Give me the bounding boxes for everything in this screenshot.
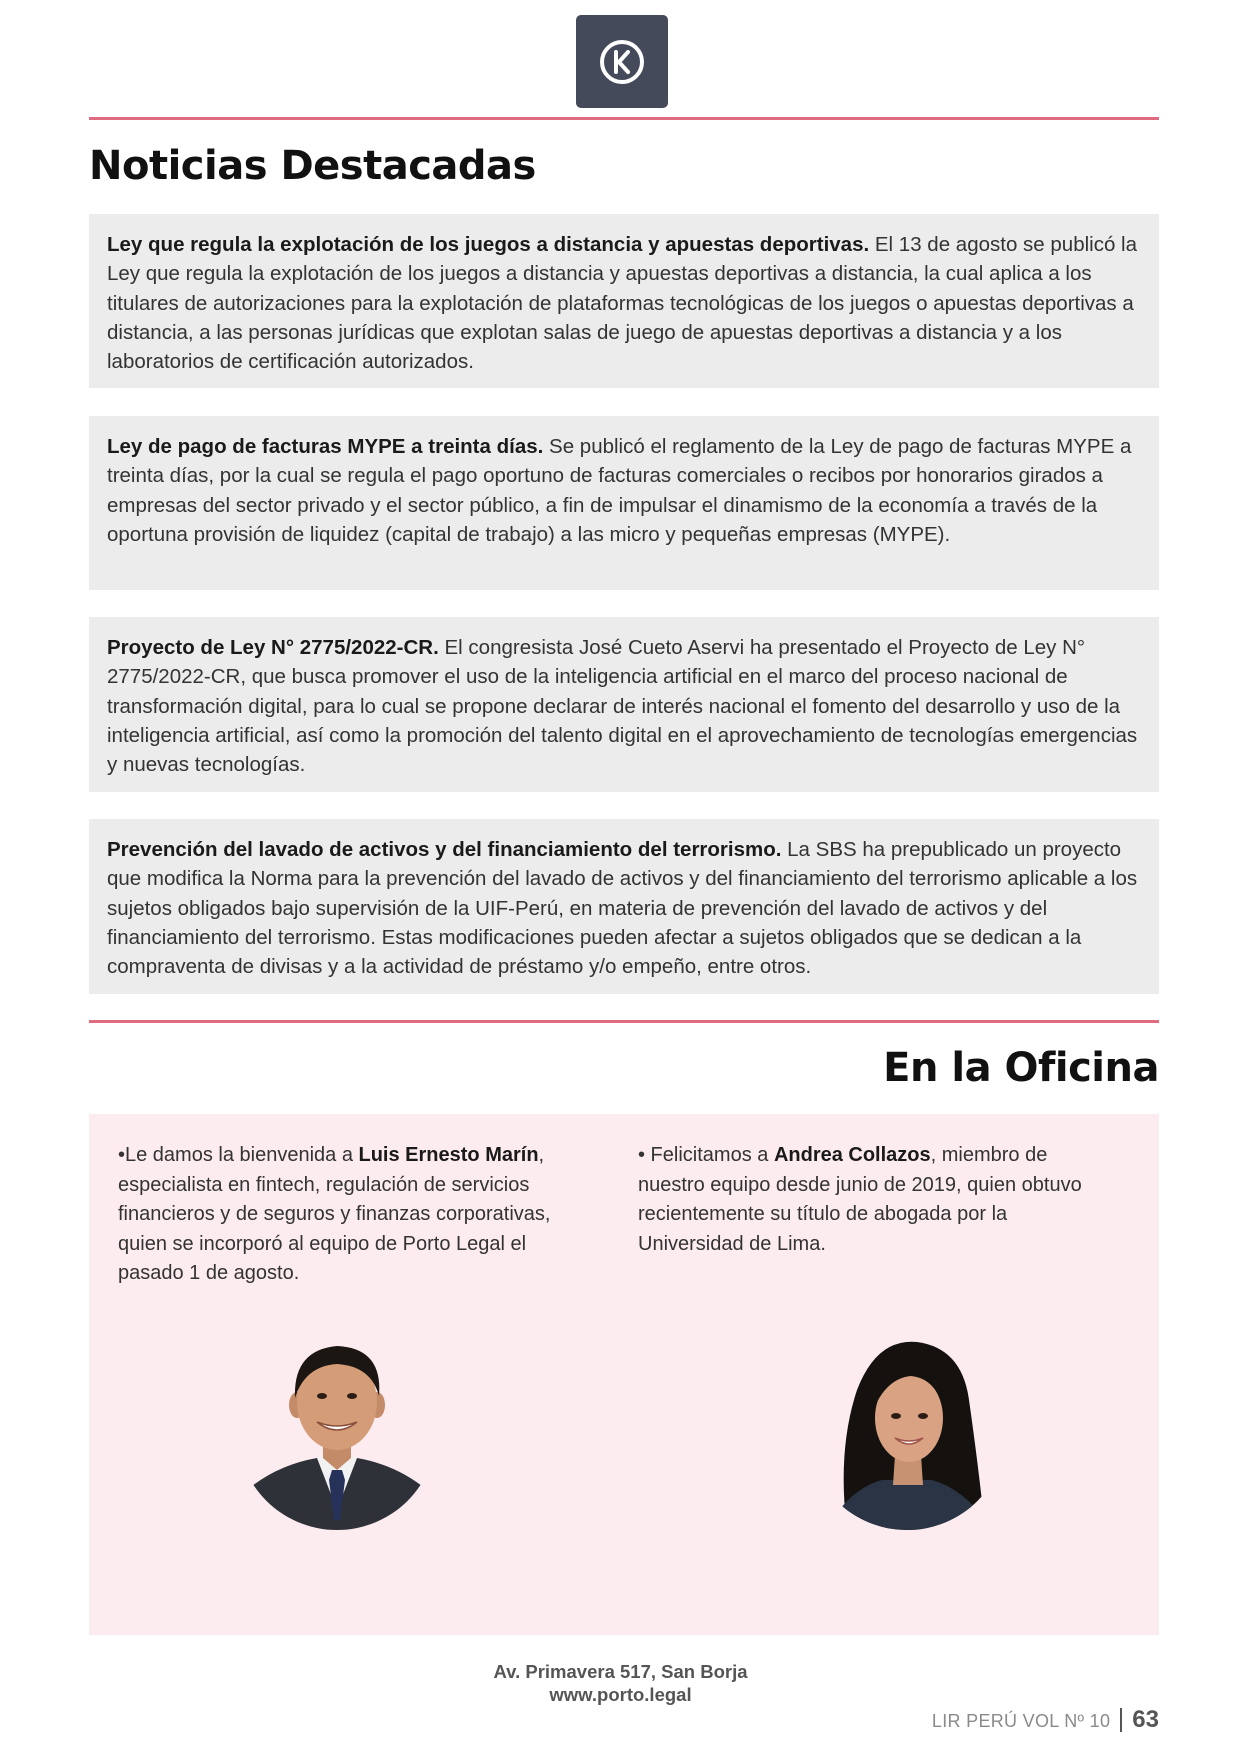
news-card [89, 819, 1159, 994]
news-headline: Prevención del lavado de activos y del financiamiento del terrorismo. [107, 838, 782, 861]
news-headline: Ley de pago de facturas MYPE a treinta días. [107, 435, 544, 458]
portrait-photo [807, 1330, 1007, 1530]
portrait-photo [237, 1330, 437, 1530]
news-section-title: Noticias Destacadas [89, 143, 536, 189]
publication-logo [576, 15, 668, 108]
news-body: Se publicó el reglamento de la Ley de pago de facturas MYPE a treinta días, por la cual se regula el pago oportuno de facturas comerciales o recibos por honorarios girados a empresas del sector privado y el sector público, a fin de impulsar el dinamismo de la economía a través de la oportuna provisión de liquidez (capital de trabajo) a las micro y pequeñas empresas (MYPE). [107, 435, 1132, 546]
news-card [89, 214, 1159, 388]
news-body: El 13 de agosto se publicó la Ley que regula la explotación de los juegos a distancia y apuestas deportivas a distancia, la cual aplica a los titulares de autorizaciones para la explotación de plataformas tecnológicas de los juegos o apuestas deportivas a distancia, a las personas jurídicas que explotan salas de juego de apuestas deportivas a distancia y a los laboratorios de certificación autorizados. [107, 233, 1138, 374]
footer-website: www.porto.legal [549, 1684, 692, 1705]
publication-label: LIR PERÚ VOL Nº 10 [931, 1711, 1111, 1731]
person-name: Andrea Collazos [773, 1144, 931, 1166]
footer-address: Av. Primavera 517, San Borja [493, 1661, 748, 1682]
congratulations-announcement: • Felicitamos a Andrea Collazos, miembro de nuestro equipo desde junio de 2019, quien obtuvo recientemente su título de abogada por la Universidad de Lima. [638, 1144, 1082, 1255]
circled-k-logo-icon [597, 37, 647, 87]
page-number: 63 [1132, 1706, 1159, 1733]
news-card [89, 416, 1159, 590]
person-name: Luis Ernesto Marín [358, 1144, 539, 1166]
news-headline: Ley que regula la explotación de los juegos a distancia y apuestas deportivas. [107, 233, 870, 256]
news-card [89, 617, 1159, 792]
folio-divider [1120, 1708, 1122, 1732]
top-divider [89, 117, 1159, 120]
office-panel [89, 1114, 1159, 1635]
section-divider [89, 1020, 1159, 1023]
welcome-announcement: •Le damos la bienvenida a Luis Ernesto Marín, especialista en fintech, regulación de servicios financieros y de seguros y finanzas corporativas, quien se incorporó al equipo de Porto Legal el pasado 1 de agosto. [118, 1144, 551, 1284]
news-headline: Proyecto de Ley N° 2775/2022-CR. [107, 636, 439, 659]
page-folio [932, 1706, 1159, 1734]
news-body: El congresista José Cueto Aservi ha presentado el Proyecto de Ley N° 2775/2022-CR, que busca promover el uso de la inteligencia artificial en el marco del proceso nacional de transformación digital, para lo cual se propone declarar de interés nacional el fomento del desarrollo y uso de la inteligencia artificial, así como la promoción del talento digital en el aprovechamiento de tecnologías emergencias y nuevas tecnologías. [107, 636, 1138, 777]
news-body: La SBS ha prepublicado un proyecto que modifica la Norma para la prevención del lavado de activos y del financiamiento del terrorismo aplicable a los sujetos obligados bajo supervisión de la UIF-Perú, en materia de prevención del lavado de activos y del financiamiento del terrorismo. Estas modificaciones pueden afectar a sujetos obligados que se dedican a la compraventa de divisas y a la actividad de préstamo y/o empeño, entre otros. [107, 838, 1138, 979]
office-section-title: En la Oficina [883, 1045, 1159, 1091]
footer-contact [0, 1660, 1241, 1706]
